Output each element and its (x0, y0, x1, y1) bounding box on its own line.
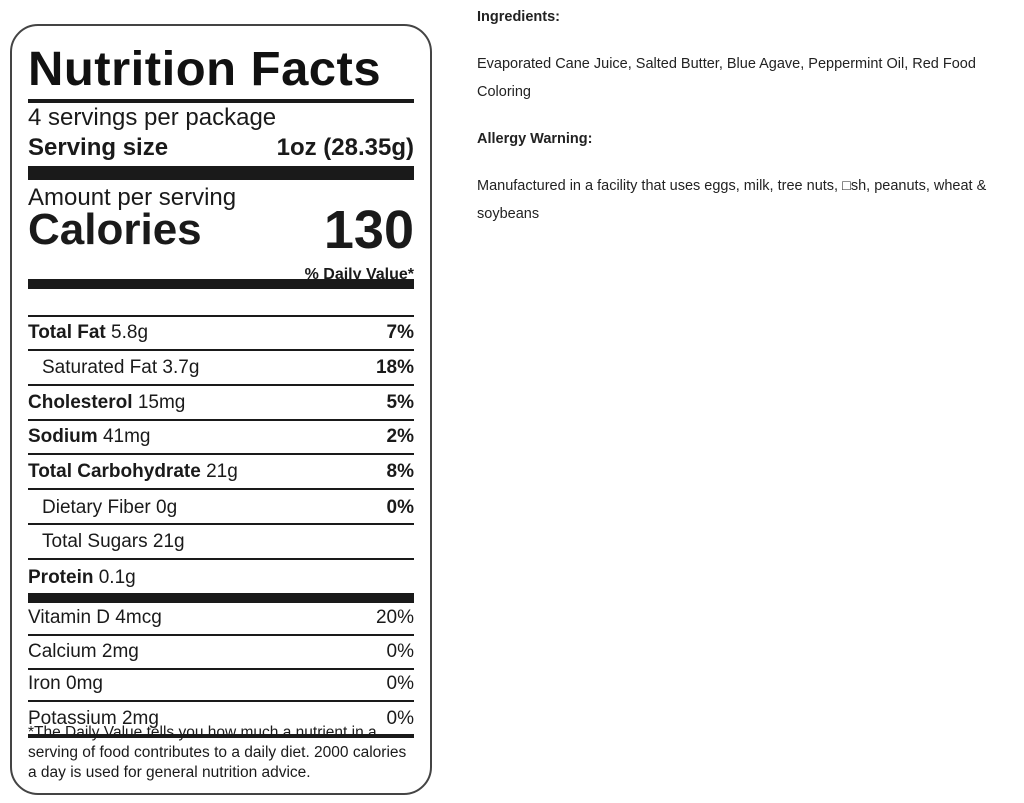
serving-size-row (28, 133, 414, 163)
divider (28, 349, 414, 351)
vitamin-amount: 2mg (101, 641, 139, 662)
vitamin-name: Calcium (28, 641, 97, 662)
calories-row (28, 202, 414, 258)
ingredients-text: Evaporated Cane Juice, Salted Butter, Blue Agave, Peppermint Oil, Red Food Coloring (477, 56, 976, 100)
nutrient-row-total-sugars (28, 530, 414, 554)
calories-value: 130 (323, 200, 414, 260)
vitamin-amount: 0mg (66, 673, 103, 694)
vitamin-name: Iron (28, 673, 61, 694)
vitamin-row-iron (28, 672, 414, 696)
divider (28, 700, 414, 702)
nutrient-row-saturated-fat (28, 356, 414, 380)
ingredients-heading: Ingredients: (477, 9, 560, 25)
nutrient-dv: 8% (386, 461, 414, 482)
nutrient-name: Dietary Fiber (42, 497, 151, 518)
label-title: Nutrition Facts (28, 43, 382, 96)
calories-label: Calories (28, 205, 202, 254)
divider (28, 315, 414, 317)
nutrient-name: Total Sugars (42, 531, 148, 552)
vitamin-dv: 0% (386, 708, 414, 729)
divider-thick (28, 593, 414, 603)
daily-value-header: % Daily Value* (304, 266, 414, 283)
vitamin-row-calcium (28, 640, 414, 664)
divider-thick (28, 166, 414, 180)
serving-size-value: 1oz (28.35g) (276, 134, 414, 161)
divider (28, 558, 414, 560)
nutrition-facts-label (10, 24, 432, 795)
nutrient-name: Sodium (28, 426, 98, 447)
vitamin-dv: 20% (375, 607, 414, 628)
nutrient-amount: 41mg (102, 426, 151, 447)
nutrient-amount: 0.1g (98, 567, 136, 588)
divider (28, 668, 414, 670)
divider (28, 384, 414, 386)
nutrient-name: Saturated Fat (42, 357, 158, 378)
serving-size-label: Serving size (28, 134, 169, 161)
vitamin-name: Potassium (28, 708, 117, 729)
nutrient-row-total-carbohydrate (28, 460, 414, 484)
vitamin-dv: 0% (386, 673, 414, 694)
nutrient-row-dietary-fiber (28, 496, 414, 520)
vitamin-name: Vitamin D (28, 607, 111, 628)
nutrient-row-protein (28, 566, 414, 590)
nutrient-dv: 2% (386, 426, 414, 447)
nutrient-amount: 21g (152, 531, 185, 552)
nutrient-amount: 15mg (137, 392, 186, 413)
vitamin-dv: 0% (386, 641, 414, 662)
nutrient-dv: 5% (386, 392, 414, 413)
amount-per-serving: Amount per serving (28, 184, 237, 211)
allergy-warning-heading: Allergy Warning: (477, 131, 593, 147)
nutrient-amount: 5.8g (111, 322, 149, 343)
nutrient-amount: 21g (206, 461, 238, 482)
nutrient-amount: 3.7g (162, 357, 200, 378)
divider (28, 523, 414, 525)
nutrient-dv: 0% (386, 497, 414, 518)
nutrient-name: Total Fat (28, 322, 106, 343)
nutrient-amount: 0g (156, 497, 178, 518)
allergy-warning-text: Manufactured in a facility that uses eggs, milk, tree nuts, □sh, peanuts, wheat & soybeans (477, 178, 987, 222)
nutrient-name: Total Carbohydrate (28, 461, 201, 482)
divider (28, 634, 414, 636)
divider (28, 419, 414, 421)
nutrient-row-total-fat (28, 321, 414, 345)
vitamin-amount: 2mg (121, 708, 159, 729)
nutrient-name: Protein (28, 567, 94, 588)
divider (28, 453, 414, 455)
nutrient-row-sodium (28, 425, 414, 449)
servings-per-package: 4 servings per package (28, 104, 277, 131)
vitamin-amount: 4mcg (115, 607, 162, 628)
divider (28, 488, 414, 490)
daily-value-footnote: *The Daily Value tells you how much a nutrient in a serving of food contributes to a daily diet. 2000 calories a day is used for general nutrition advice. (28, 724, 407, 781)
nutrient-name: Cholesterol (28, 392, 133, 413)
nutrient-dv: 18% (375, 357, 414, 378)
nutrient-dv: 7% (386, 322, 414, 343)
nutrient-row-cholesterol (28, 391, 414, 415)
vitamin-row-vitamin-d (28, 606, 414, 630)
